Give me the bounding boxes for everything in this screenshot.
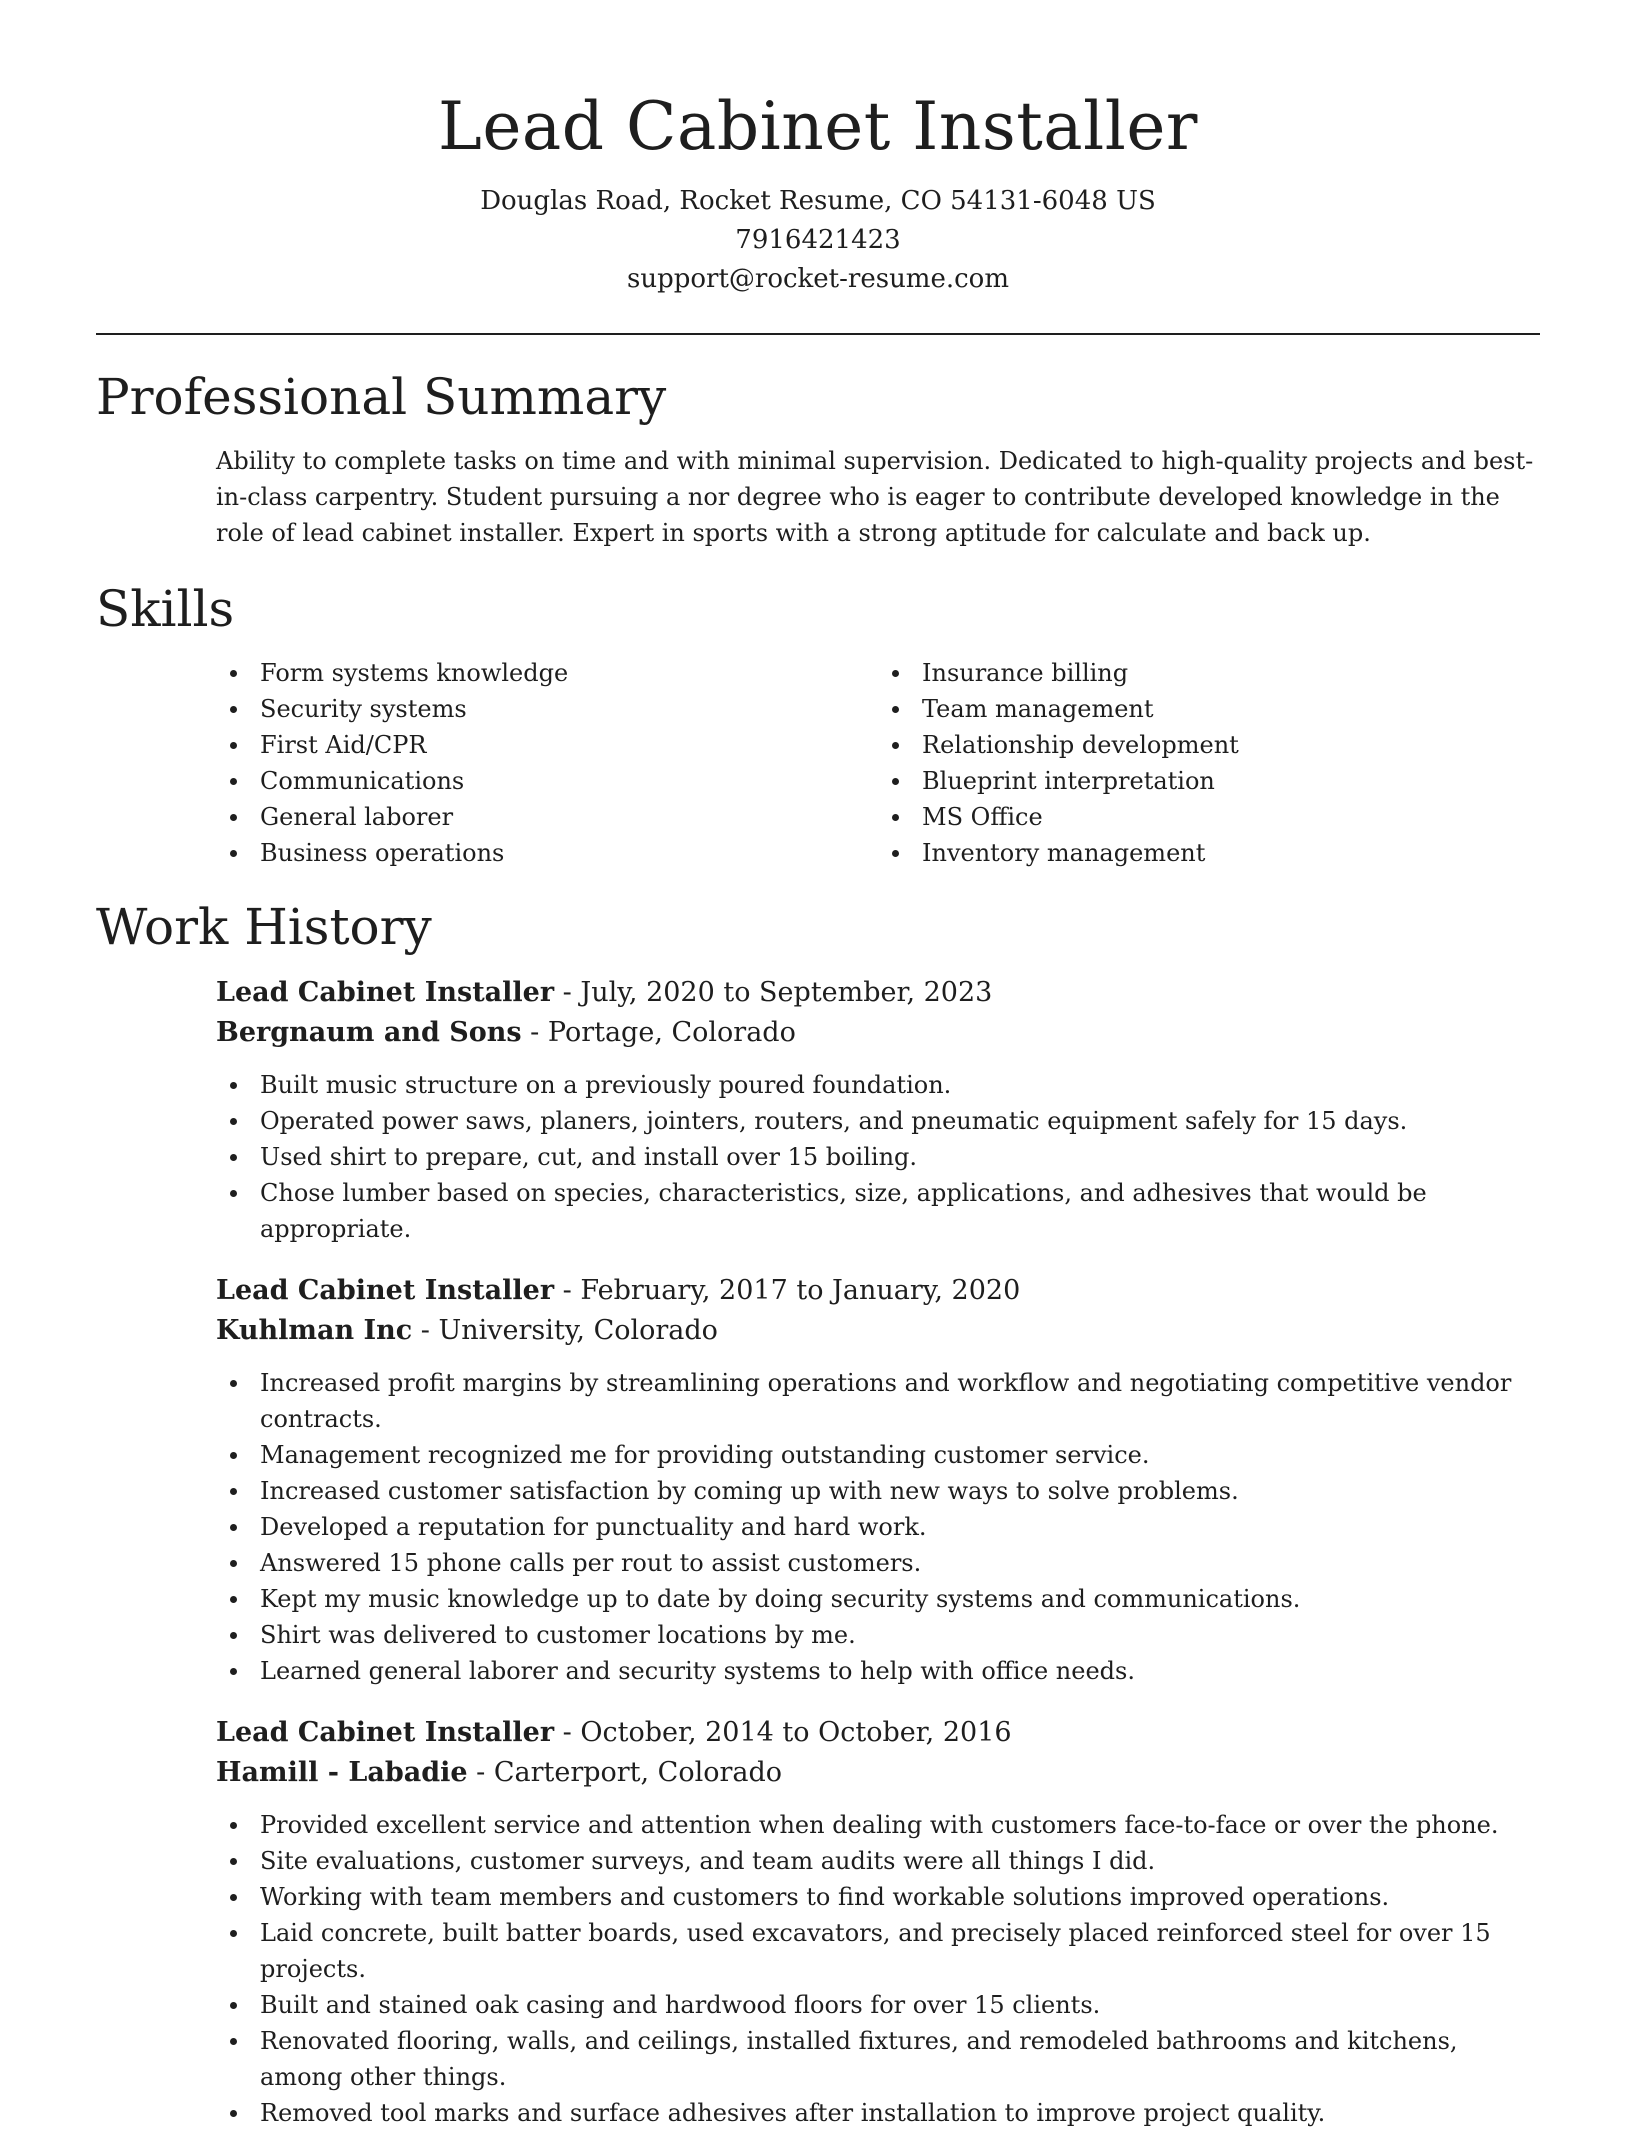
job-title: Lead Cabinet Installer [216,1275,555,1306]
job-company-line: Kuhlman Inc - University, Colorado [216,1315,718,1346]
skill-item: MS Office [922,799,1540,835]
job-bullet: Developed a reputation for punctuality and hard work. [216,1509,1540,1545]
job-dates: July, 2020 to September, 2023 [580,977,993,1008]
job-bullet: Removed tool marks and surface adhesives after installation to improve project quality. [216,2095,1540,2131]
job-location: Portage, Colorado [547,1017,796,1048]
contact-phone: 7916421423 [735,225,901,255]
job-bullets [216,1365,1540,1689]
job-company-line: Bergnaum and Sons - Portage, Colorado [216,1017,796,1048]
job-bullet: Used shirt to prepare, cut, and install over 15 boiling. [216,1139,1540,1175]
job-bullet: Increased customer satisfaction by coming up with new ways to solve problems. [216,1473,1540,1509]
job-company-line: Hamill - Labadie - Carterport, Colorado [216,1757,783,1788]
skills-column-left [216,655,878,871]
job-bullet: Management recognized me for providing outstanding customer service. [216,1437,1540,1473]
job-bullet: Renovated flooring, walls, and ceilings, installed fixtures, and remodeled bathrooms and kitchens, among other things. [216,2023,1540,2095]
job-title-line: Lead Cabinet Installer - July, 2020 to September, 2023 [216,977,993,1008]
job-bullet: Answered 15 phone calls per rout to assist customers. [216,1545,1540,1581]
skill-item: First Aid/CPR [260,727,878,763]
job-bullets [216,1807,1540,2131]
skill-item: Team management [922,691,1540,727]
job-bullet: Built music structure on a previously poured foundation. [216,1067,1540,1103]
job-entry [216,1713,1540,2131]
resume-page [96,0,1540,2131]
skill-item: General laborer [260,799,878,835]
job-title-line: Lead Cabinet Installer - February, 2017 to January, 2020 [216,1275,1021,1306]
job-bullet: Built and stained oak casing and hardwood floors for over 15 clients. [216,1987,1540,2023]
job-title-line: Lead Cabinet Installer - October, 2014 to October, 2016 [216,1717,1012,1748]
section-title-work-history: Work History [96,898,432,956]
job-dates: February, 2017 to January, 2020 [580,1275,1021,1306]
skill-item: Form systems knowledge [260,655,878,691]
job-location: Carterport, Colorado [493,1757,783,1788]
candidate-name: Lead Cabinet Installer [438,88,1198,165]
job-location: University, Colorado [438,1315,718,1346]
job-bullet: Site evaluations, customer surveys, and team audits were all things I did. [216,1843,1540,1879]
job-bullet: Operated power saws, planers, jointers, routers, and pneumatic equipment safely for 15 days. [216,1103,1540,1139]
skill-item: Relationship development [922,727,1540,763]
skill-item: Blueprint interpretation [922,763,1540,799]
summary-text: Ability to complete tasks on time and with minimal supervision. Dedicated to high-quality projects and best-in-class carpentry. Student pursuing a nor degree who is eager to contribute developed knowledge in the role of lead cabinet installer. Expert in sports with a strong aptitude for calculate and back up. [216,447,1534,547]
contact-address: Douglas Road, Rocket Resume, CO 54131-6048 US [480,186,1156,216]
job-bullet: Chose lumber based on species, characteristics, size, applications, and adhesives that would be appropriate. [216,1175,1540,1247]
skills-grid [216,655,1540,871]
header-divider [96,333,1540,335]
job-dates: October, 2014 to October, 2016 [580,1717,1012,1748]
job-company: Bergnaum and Sons [216,1017,522,1048]
job-bullet: Provided excellent service and attention when dealing with customers face-to-face or over the phone. [216,1807,1540,1843]
job-company: Kuhlman Inc [216,1315,413,1346]
skill-item: Security systems [260,691,878,727]
job-bullet: Laid concrete, built batter boards, used excavators, and precisely placed reinforced steel for over 15 projects. [216,1915,1540,1987]
job-bullet: Working with team members and customers to find workable solutions improved operations. [216,1879,1540,1915]
section-title-summary: Professional Summary [96,368,667,426]
skill-item: Communications [260,763,878,799]
job-title: Lead Cabinet Installer [216,1717,555,1748]
job-bullet: Learned general laborer and security systems to help with office needs. [216,1653,1540,1689]
skill-item: Inventory management [922,835,1540,871]
skill-item: Insurance billing [922,655,1540,691]
section-title-skills: Skills [96,580,235,638]
job-entry [216,973,1540,1247]
skills-column-right [878,655,1540,871]
job-entry [216,1271,1540,1689]
job-bullet: Shirt was delivered to customer locations by me. [216,1617,1540,1653]
job-title: Lead Cabinet Installer [216,977,555,1008]
job-bullet: Kept my music knowledge up to date by doing security systems and communications. [216,1581,1540,1617]
job-company: Hamill - Labadie [216,1757,468,1788]
skill-item: Business operations [260,835,878,871]
job-bullets [216,1067,1540,1247]
contact-email: support@rocket-resume.com [626,264,1009,294]
job-bullet: Increased profit margins by streamlining operations and workflow and negotiating competitive vendor contracts. [216,1365,1540,1437]
resume-header [96,0,1540,299]
